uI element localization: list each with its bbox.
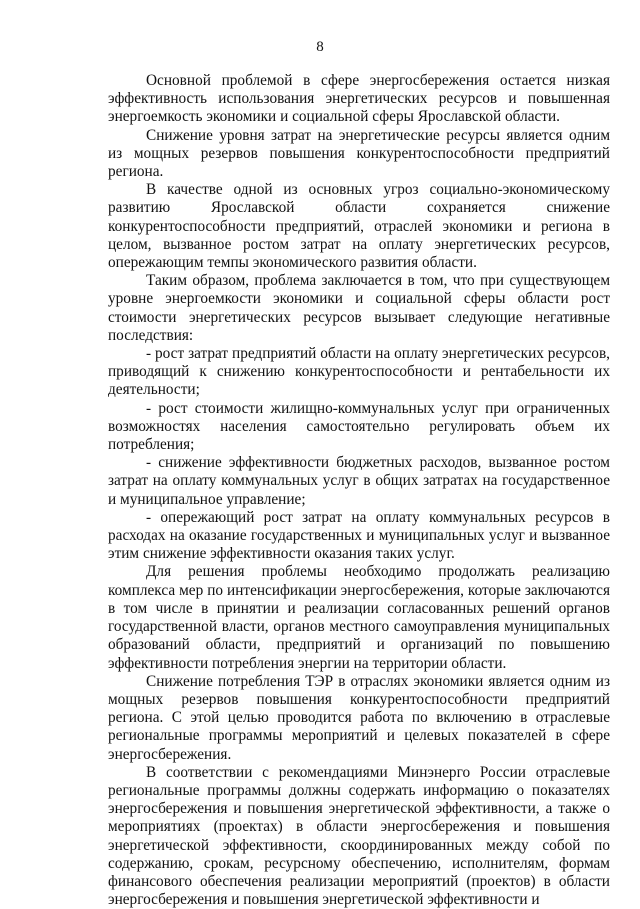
page-number: 8 — [316, 39, 324, 55]
paragraph: Таким образом, проблема заключается в том, что при существующем уровне энергоемкости экономики и социальной сферы области рост стоимости энергетических ресурсов вызывает следующие негативные последствия: — [108, 272, 610, 344]
paragraph: Для решения проблемы необходимо продолжать реализацию комплекса мер по интенсификации энергосбережения, которые заключаются в том числе в принятии и реализации согласованных решений органов государственной власти, органов местного самоуправления муниципальных образований области, предприятий и организаций по повышению эффективности потребления энергии на территории области. — [108, 563, 610, 672]
list-item: - опережающий рост затрат на оплату коммунальных ресурсов в расходах на оказание государственных и муниципальных услуг и вызванное этим снижение эффективности оказания таких услуг. — [108, 508, 610, 563]
list-item: - рост стоимости жилищно-коммунальных услуг при ограниченных возможностях населения самостоятельно регулировать объем их потребления; — [108, 399, 610, 454]
document-body — [108, 72, 610, 909]
paragraph: В соответствии с рекомендациями Минэнерго России отраслевые региональные программы должны содержать информацию о показателях энергосбережения и повышения энергетической эффективности, а также о мероприятиях (проектах) в области энергосбережения и повышения энергетической эффективности, скоординированных между собой по содержанию, срокам, ресурсному обеспечению, исполнителям, формам финансового обеспечения реализации мероприятий (проектов) в области энергосбережения и повышения энергетической эффективности и — [108, 763, 610, 909]
paragraph: Основной проблемой в сфере энергосбережения остается низкая эффективность использования энергетических ресурсов и повышенная энергоемкость экономики и социальной сферы Ярославской области. — [108, 72, 610, 126]
paragraph: В качестве одной из основных угроз социально-экономическому развитию Ярославской области сохраняется снижение конкурентоспособности предприятий, отраслей экономики и региона в целом, вызванное ростом затрат на оплату энергетических ресурсов, опережающим темпы экономического развития области. — [108, 181, 610, 272]
paragraph: Снижение потребления ТЭР в отраслях экономики является одним из мощных резервов повышения конкурентоспособности предприятий региона. С этой целью проводится работа по включению в отраслевые региональные программы мероприятий и целевых показателей в сфере энергосбережения. — [108, 672, 610, 763]
list-item: - рост затрат предприятий области на оплату энергетических ресурсов, приводящий к снижению конкурентоспособности и рентабельности их деятельности; — [108, 345, 610, 399]
paragraph: Снижение уровня затрат на энергетические ресурсы является одним из мощных резервов повышения конкурентоспособности предприятий региона. — [108, 126, 610, 181]
list-item: - снижение эффективности бюджетных расходов, вызванное ростом затрат на оплату коммунальных услуг в общих затратах на государственное и муниципальное управление; — [108, 454, 610, 508]
